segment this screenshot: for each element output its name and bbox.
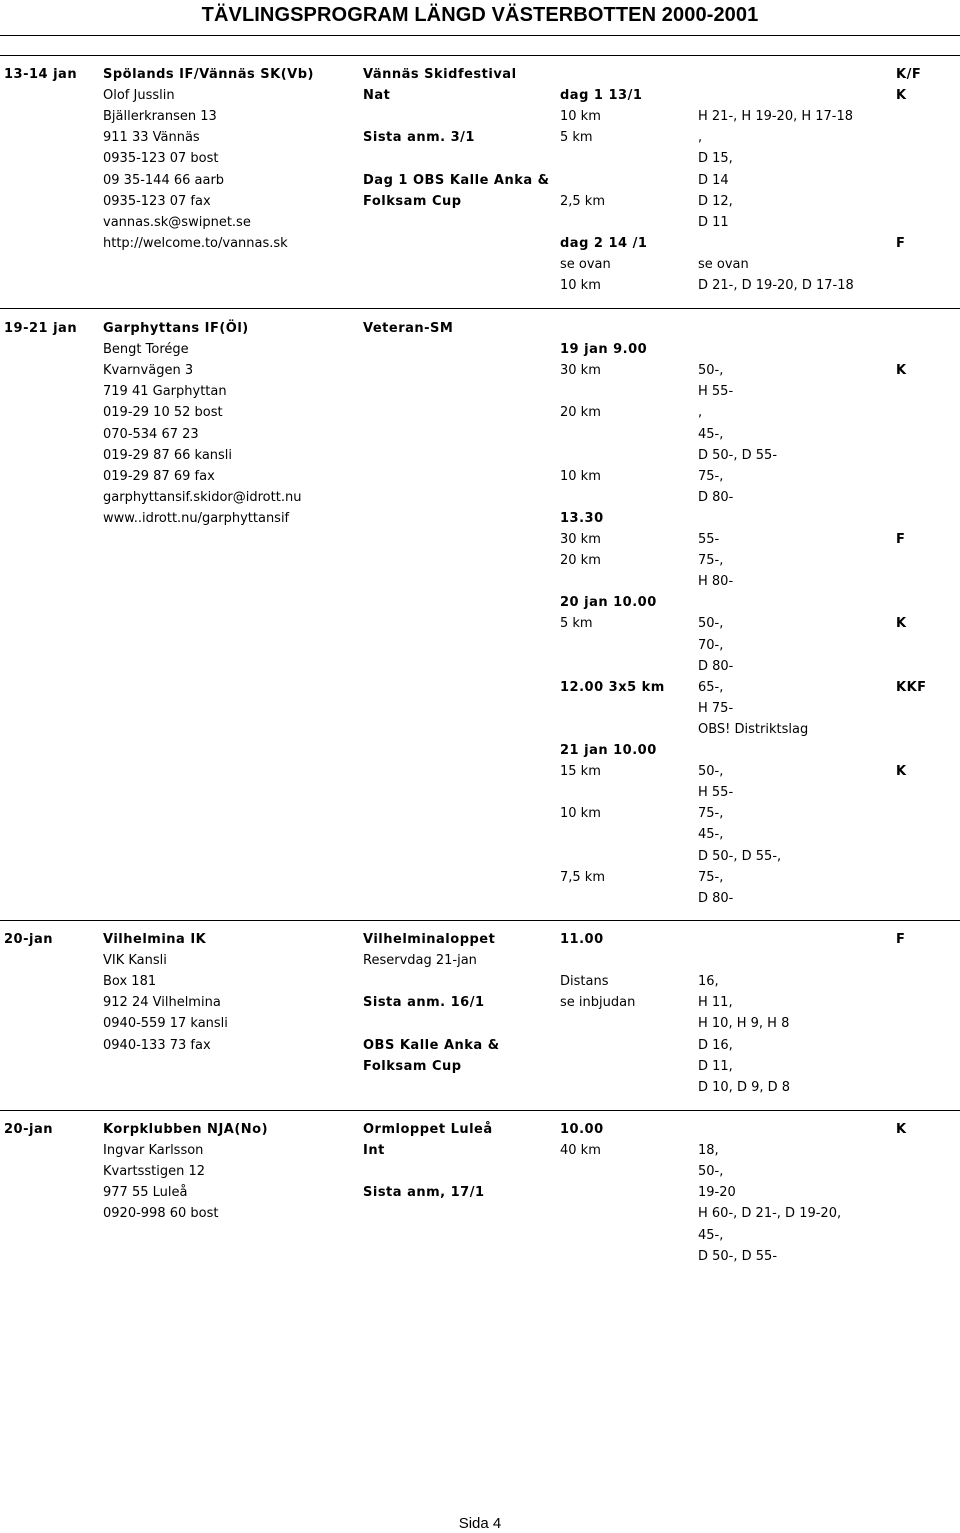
classes-cell: se ovan (698, 256, 749, 272)
style-cell: K (896, 1122, 907, 1137)
event-cell: Vännäs Skidfestival (363, 67, 517, 82)
organizer-cell: Garphyttans IF(Öl) (103, 321, 249, 336)
table-row (0, 360, 960, 381)
distance-cell: 10 km (560, 109, 601, 125)
table-row (0, 402, 960, 423)
table-row (0, 508, 960, 529)
table-row (0, 1140, 960, 1161)
classes-cell: H 80- (698, 574, 734, 590)
table-row (0, 992, 960, 1013)
table-row (0, 740, 960, 761)
classes-cell: H 60-, D 21-, D 19-20, (698, 1206, 842, 1222)
distance-cell: 15 km (560, 764, 601, 780)
table-row (0, 85, 960, 106)
table-row (0, 571, 960, 592)
organizer-cell: www..idrott.nu/garphyttansif (103, 510, 290, 526)
organizer-cell: Ingvar Karlsson (103, 1143, 204, 1159)
style-cell: KKF (896, 679, 927, 695)
table-row (0, 318, 960, 339)
classes-cell: 75-, (698, 806, 724, 822)
organizer-cell: 09 35-144 66 aarb (103, 172, 225, 188)
table-row (0, 381, 960, 402)
table-row (0, 466, 960, 487)
classes-cell: D 16, (698, 1037, 733, 1053)
table-row (0, 656, 960, 677)
distance-cell: 20 jan 10.00 (560, 595, 657, 611)
distance-cell: 10.00 (560, 1122, 604, 1137)
organizer-cell: Kvartsstigen 12 (103, 1164, 206, 1180)
classes-cell: D 12, (698, 193, 733, 209)
table-row (0, 529, 960, 550)
classes-cell: 55- (698, 532, 720, 547)
distance-cell: 12.00 3x5 km (560, 679, 665, 695)
distance-cell: 21 jan 10.00 (560, 743, 657, 758)
table-row (0, 212, 960, 233)
table-row (0, 1013, 960, 1034)
distance-cell: 2,5 km (560, 193, 605, 209)
style-cell: K (896, 363, 907, 379)
classes-cell: H 11, (698, 995, 733, 1011)
table-row (0, 487, 960, 508)
organizer-cell: Bengt Torége (103, 342, 189, 358)
classes-cell: 50-, (698, 616, 724, 632)
classes-cell: 50-, (698, 363, 724, 379)
classes-cell: 65-, (698, 679, 724, 695)
classes-cell: H 55- (698, 785, 734, 801)
classes-cell: 45-, (698, 426, 724, 442)
distance-cell: 10 km (560, 468, 601, 484)
style-cell: K (896, 88, 907, 104)
organizer-cell: Kvarnvägen 3 (103, 363, 194, 379)
style-cell: F (896, 532, 906, 547)
table-row (0, 339, 960, 360)
classes-cell: D 80- (698, 658, 734, 674)
distance-cell: 30 km (560, 363, 601, 379)
table-row (0, 1035, 960, 1056)
table-row (0, 1077, 960, 1098)
event-cell: Veteran-SM (363, 321, 454, 336)
distance-cell: 20 km (560, 405, 601, 421)
table-row (0, 170, 960, 191)
event-cell: Sista anm. 16/1 (363, 995, 485, 1011)
table-row (0, 1161, 960, 1182)
classes-cell: D 50-, D 55- (698, 1248, 778, 1264)
organizer-cell: garphyttansif.skidor@idrott.nu (103, 489, 302, 505)
distance-cell: 20 km (560, 553, 601, 569)
table-row (0, 824, 960, 845)
classes-cell: , (698, 130, 703, 146)
event-cell: Ormloppet Luleå (363, 1122, 493, 1137)
organizer-cell: vannas.sk@swipnet.se (103, 214, 251, 230)
table-row (0, 677, 960, 698)
table-row (0, 64, 960, 85)
distance-cell: 11.00 (560, 932, 604, 947)
classes-cell: H 55- (698, 384, 734, 400)
distance-cell: 5 km (560, 130, 593, 146)
classes-cell: D 21-, D 19-20, D 17-18 (698, 278, 854, 293)
organizer-cell: 019-29 10 52 bost (103, 405, 223, 421)
table-row (0, 592, 960, 613)
style-cell: K (896, 764, 907, 780)
organizer-cell: 0920-998 60 bost (103, 1206, 219, 1222)
table-row (0, 127, 960, 148)
organizer-cell: 070-534 67 23 (103, 426, 199, 442)
table-row (0, 275, 960, 296)
table-row (0, 1056, 960, 1077)
title-divider (0, 35, 960, 36)
distance-cell: 5 km (560, 616, 593, 632)
organizer-cell: Spölands IF/Vännäs SK(Vb) (103, 67, 314, 82)
section-divider (0, 1110, 960, 1111)
distance-cell: 10 km (560, 278, 601, 293)
table-row (0, 698, 960, 719)
event-cell: Nat (363, 88, 391, 104)
table-row (0, 233, 960, 254)
classes-cell: D 80- (698, 890, 734, 906)
event-cell: Reservdag 21-jan (363, 953, 477, 969)
classes-cell: D 11, (698, 1058, 733, 1074)
event-cell: Folksam Cup (363, 1058, 462, 1074)
organizer-cell: http://welcome.to/vannas.sk (103, 235, 288, 251)
organizer-cell: 019-29 87 66 kansli (103, 447, 233, 463)
table-row (0, 782, 960, 803)
organizer-cell: VIK Kansli (103, 953, 167, 969)
organizer-cell: Vilhelmina IK (103, 932, 207, 947)
distance-cell: se inbjudan (560, 995, 636, 1011)
classes-cell: D 50-, D 55-, (698, 848, 782, 864)
table-row (0, 761, 960, 782)
event-cell: Sista anm. 3/1 (363, 130, 475, 146)
table-row (0, 719, 960, 740)
organizer-cell: 912 24 Vilhelmina (103, 995, 221, 1011)
classes-cell: OBS! Distriktslag (698, 721, 809, 737)
table-row (0, 929, 960, 950)
table-row (0, 191, 960, 212)
style-cell: F (896, 235, 906, 251)
distance-cell: dag 1 13/1 (560, 88, 643, 104)
table-row (0, 613, 960, 634)
organizer-cell: 0940-559 17 kansli (103, 1016, 228, 1032)
organizer-cell: Bjällerkransen 13 (103, 109, 217, 125)
organizer-cell: 0940-133 73 fax (103, 1037, 211, 1053)
classes-cell: 75-, (698, 553, 724, 569)
event-cell: Vilhelminaloppet (363, 932, 496, 947)
table-row (0, 424, 960, 445)
section-divider (0, 920, 960, 921)
table-row (0, 1225, 960, 1246)
distance-cell: 13.30 (560, 510, 604, 526)
event-cell: OBS Kalle Anka & (363, 1037, 500, 1053)
table-row (0, 106, 960, 127)
classes-cell: 16, (698, 974, 719, 990)
classes-cell: H 10, H 9, H 8 (698, 1016, 790, 1032)
page-title: TÄVLINGSPROGRAM LÄNGD VÄSTERBOTTEN 2000-2001 (201, 4, 759, 26)
distance-cell: se ovan (560, 256, 611, 272)
classes-cell: D 10, D 9, D 8 (698, 1079, 791, 1095)
table-row (0, 148, 960, 169)
table-row (0, 445, 960, 466)
table-row (0, 1246, 960, 1267)
event-cell: Int (363, 1143, 385, 1159)
classes-cell: 75-, (698, 468, 724, 484)
date-cell: 19-21 jan (4, 321, 78, 336)
classes-cell: 75-, (698, 869, 724, 885)
classes-cell: 45-, (698, 827, 724, 843)
table-row (0, 803, 960, 824)
organizer-cell: 0935-123 07 bost (103, 151, 219, 167)
organizer-cell: 719 41 Garphyttan (103, 384, 227, 400)
event-cell: Sista anm, 17/1 (363, 1185, 485, 1201)
distance-cell: 40 km (560, 1143, 601, 1159)
table-row (0, 550, 960, 571)
table-row (0, 1119, 960, 1140)
classes-cell: H 21-, H 19-20, H 17-18 (698, 109, 854, 125)
date-cell: 20-jan (4, 932, 53, 947)
table-row (0, 1182, 960, 1203)
distance-cell: 30 km (560, 532, 601, 547)
table-row (0, 888, 960, 909)
classes-cell: 50-, (698, 764, 724, 780)
organizer-cell: 019-29 87 69 fax (103, 468, 215, 484)
date-cell: 20-jan (4, 1122, 53, 1137)
section-divider (0, 55, 960, 56)
section-divider (0, 308, 960, 309)
classes-cell: D 15, (698, 151, 733, 167)
style-cell: K (896, 616, 907, 632)
table-row (0, 867, 960, 888)
classes-cell: , (698, 405, 703, 421)
page-number: Sida 4 (458, 1515, 502, 1532)
table-row (0, 846, 960, 867)
organizer-cell: Olof Jusslin (103, 88, 175, 104)
classes-cell: H 75- (698, 700, 734, 716)
table-row (0, 254, 960, 275)
classes-cell: D 14 (698, 172, 729, 188)
event-cell: Folksam Cup (363, 193, 462, 209)
organizer-cell: 911 33 Vännäs (103, 130, 200, 146)
classes-cell: D 80- (698, 489, 734, 505)
style-cell: F (896, 932, 906, 947)
distance-cell: 10 km (560, 806, 601, 822)
distance-cell: 19 jan 9.00 (560, 342, 648, 358)
table-row (0, 950, 960, 971)
classes-cell: 18, (698, 1143, 719, 1159)
distance-cell: dag 2 14 /1 (560, 235, 648, 251)
organizer-cell: Box 181 (103, 974, 157, 990)
classes-cell: 19-20 (698, 1185, 736, 1201)
event-cell: Dag 1 OBS Kalle Anka & (363, 172, 550, 188)
classes-cell: 50-, (698, 1164, 724, 1180)
style-cell: K/F (896, 67, 922, 82)
classes-cell: D 11 (698, 214, 729, 230)
table-row (0, 635, 960, 656)
classes-cell: D 50-, D 55- (698, 447, 778, 463)
distance-cell: 7,5 km (560, 869, 605, 885)
classes-cell: 70-, (698, 637, 724, 653)
date-cell: 13-14 jan (4, 67, 78, 82)
table-row (0, 1203, 960, 1224)
table-row (0, 971, 960, 992)
organizer-cell: Korpklubben NJA(No) (103, 1122, 269, 1137)
classes-cell: 45-, (698, 1227, 724, 1243)
organizer-cell: 977 55 Luleå (103, 1185, 188, 1201)
organizer-cell: 0935-123 07 fax (103, 193, 211, 209)
distance-cell: Distans (560, 974, 609, 990)
